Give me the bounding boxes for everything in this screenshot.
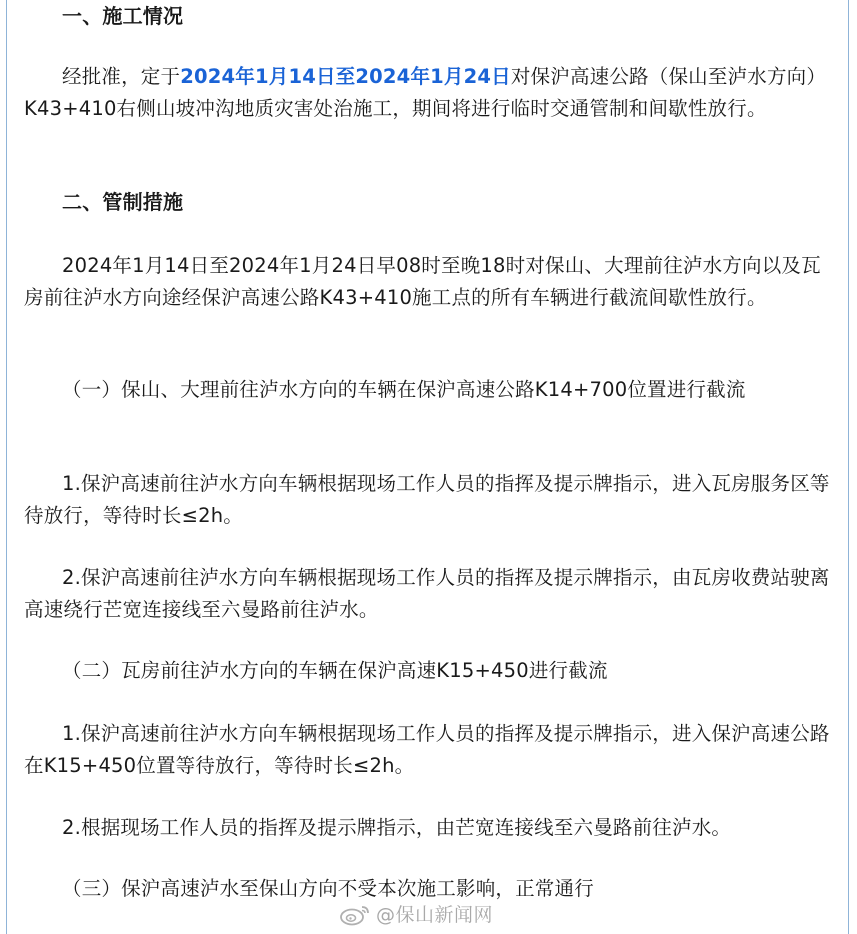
watermark-text: @保山新闻网 [376,904,494,926]
subsection-2-item-1: 1.保沪高速前往泸水方向车辆根据现场工作人员的指挥及提示牌指示，进入保沪高速公路在K15+450位置等待放行，等待时长≤2h。 [24,722,830,777]
section-heading-measures: 二、管制措施 [62,190,184,214]
subsection-3-heading: （三）保沪高速泸水至保山方向不受本次施工影响，正常通行 [62,877,594,900]
date-range-highlight: 2024年1月14日至2024年1月24日 [180,65,511,88]
subsection-2-item-2: 2.根据现场工作人员的指挥及提示牌指示，由芒宽连接线至六曼路前往泸水。 [62,816,732,839]
paragraph-control-schedule: 2024年1月14日至2024年1月24日早08时至晚18时对保山、大理前往泸水方向以及瓦房前往泸水方向途经保沪高速公路K43+410施工点的所有车辆进行截流间歇性放行。 [24,254,821,309]
section-heading-construction: 一、施工情况 [62,4,184,28]
paragraph-approval-intro: 经批准，定于 [62,65,181,88]
subsection-1-item-2: 2.保沪高速前往泸水方向车辆根据现场工作人员的指挥及提示牌指示，由瓦房收费站驶离高速绕行芒宽连接线至六曼路前往泸水。 [24,566,830,621]
article-frame [6,0,849,934]
paragraph-approval-body: 对保沪高速公路（保山至泸水方向）K43+410右侧山坡冲沟地质灾害处治施工，期间将进行临时交通管制和间歇性放行。 [24,65,827,120]
subsection-1-item-1: 1.保沪高速前往泸水方向车辆根据现场工作人员的指挥及提示牌指示，进入瓦房服务区等待放行，等待时长≤2h。 [24,472,830,527]
subsection-2-heading: （二）瓦房前往泸水方向的车辆在保沪高速K15+450进行截流 [62,659,608,682]
watermark [338,900,493,927]
weibo-icon [338,902,372,926]
subsection-1-heading: （一）保山、大理前往泸水方向的车辆在保沪高速公路K14+700位置进行截流 [62,378,746,401]
paragraph-approval [24,61,836,125]
